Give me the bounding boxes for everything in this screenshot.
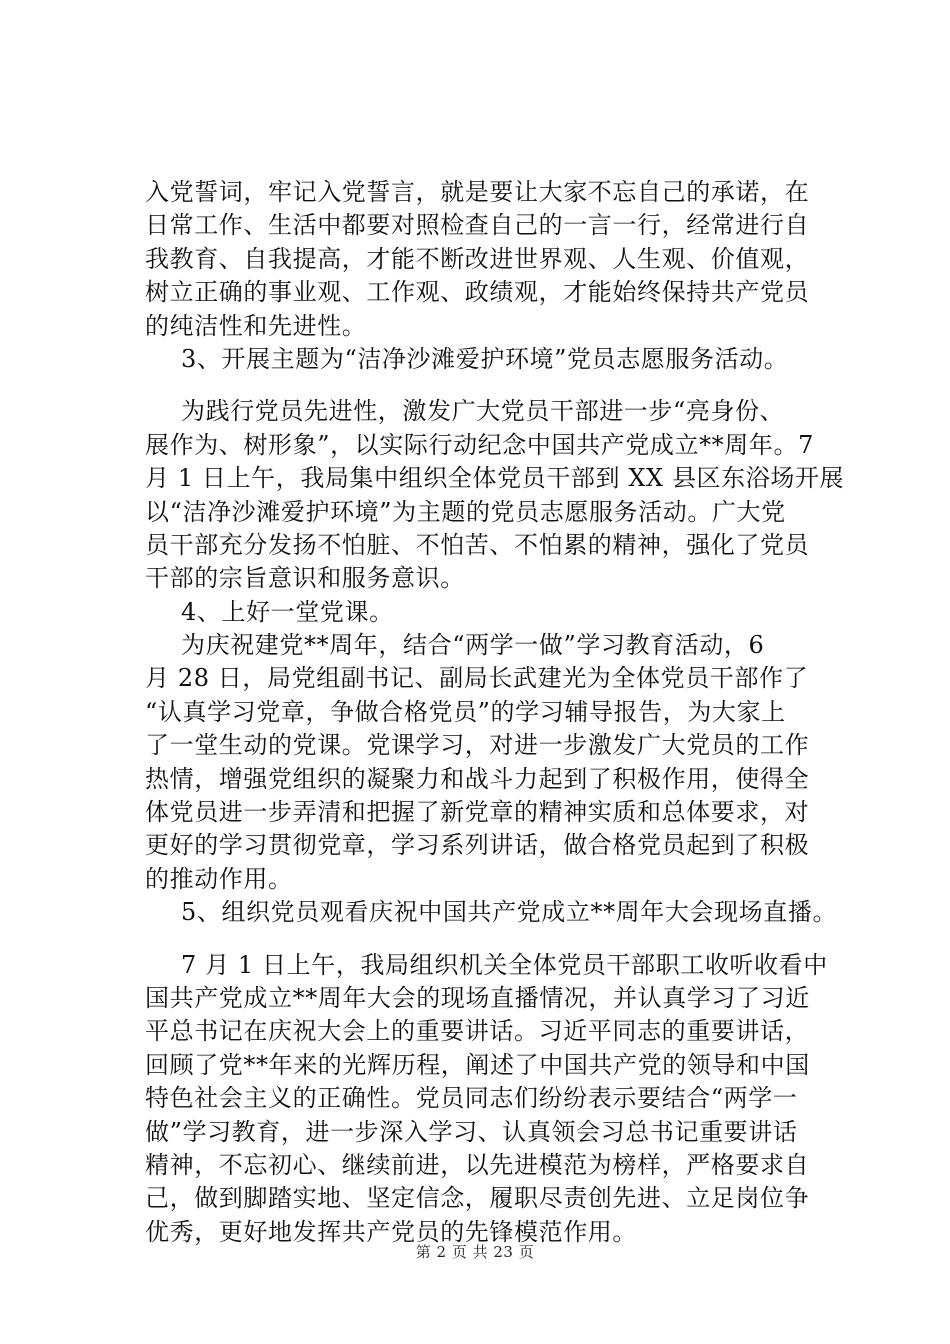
- text-line: 入党誓词，牢记入党誓言，就是要让大家不忘自己的承诺，在: [145, 178, 810, 206]
- text-line: 了一堂生动的党课。党课学习，对进一步激发广大党员的工作: [145, 731, 810, 760]
- text-line: 国共产党成立**周年大会的现场直播情况，并认真学习了习近: [145, 983, 810, 1012]
- text-line: 干部的宗旨意识和服务意识。: [145, 564, 465, 593]
- text-line: 平总书记在庆祝大会上的重要讲话。习近平同志的重要讲话，: [145, 1017, 810, 1046]
- section-heading-5: 5、组织党员观看庆祝中国共产党成立**周年大会现场直播。: [181, 898, 838, 927]
- text-line: 做”学习教育，进一步深入学习、认真领会习总书记重要讲话: [145, 1117, 798, 1146]
- text-line: 回顾了党**年来的光辉历程，阐述了中国共产党的领导和中国: [145, 1050, 810, 1079]
- text-line: 为庆祝建党**周年，结合“两学一做”学习教育活动，6: [181, 631, 765, 660]
- text-line: 月 28 日，局党组副书记、副局长武建光为全体党员干部作了: [145, 664, 809, 693]
- text-line: 7 月 1 日上午，我局组织机关全体党员干部职工收听收看中: [181, 950, 828, 979]
- text-line: 的推动作用。: [145, 864, 293, 893]
- text-line: 员干部充分发扬不怕脏、不怕苦、不怕累的精神，强化了党员: [145, 530, 810, 559]
- text-line: 月 1 日上午，我局集中组织全体党员干部到 XX 县区东浴场开展: [145, 464, 845, 493]
- text-line: 特色社会主义的正确性。党员同志们纷纷表示要结合“两学一: [145, 1084, 798, 1113]
- text-line: 以“洁净沙滩爱护环境”为主题的党员志愿服务活动。广大党: [145, 497, 786, 526]
- text-line: 热情，增强党组织的凝聚力和战斗力起到了积极作用，使得全: [145, 764, 810, 793]
- section-heading-3: 3、开展主题为“洁净沙滩爱护环境”党员志愿服务活动。: [181, 344, 789, 373]
- section-heading-4: 4、上好一堂党课。: [181, 597, 394, 626]
- text-line: 优秀，更好地发挥共产党员的先锋模范作用。: [145, 1217, 637, 1246]
- text-line: 日常工作、生活中都要对照检查自己的一言一行，经常进行自: [145, 211, 810, 240]
- text-line: 我教育、自我提高，才能不断改进世界观、人生观、价值观，: [145, 244, 810, 273]
- text-line: 展作为、树形象”，以实际行动纪念中国共产党成立**周年。7: [145, 430, 814, 459]
- paragraph-gap: [145, 930, 845, 949]
- text-line: 体党员进一步弄清和把握了新党章的精神实质和总体要求，对: [145, 798, 810, 827]
- text-line: 为践行党员先进性，激发广大党员干部进一步“亮身份、: [181, 397, 785, 426]
- text-line: 精神，不忘初心、继续前进，以先进模范为榜样，严格要求自: [145, 1150, 810, 1179]
- text-line: 的纯洁性和先进性。: [145, 311, 367, 340]
- text-line: “认真学习党章，争做合格党员”的学习辅导报告，为大家上: [145, 697, 786, 726]
- document-body: [145, 176, 845, 1249]
- text-line: 己，做到脚踏实地、坚定信念，履职尽责创先进、立足岗位争: [145, 1184, 810, 1213]
- text-line: 更好的学习贯彻党章，学习系列讲话，做合格党员起到了积极: [145, 831, 810, 860]
- text-line: 树立正确的事业观、工作观、政绩观，才能始终保持共产党员: [145, 278, 810, 307]
- page-number-footer: 第 2 页 共 23 页: [415, 1243, 535, 1261]
- paragraph-gap: [145, 376, 845, 395]
